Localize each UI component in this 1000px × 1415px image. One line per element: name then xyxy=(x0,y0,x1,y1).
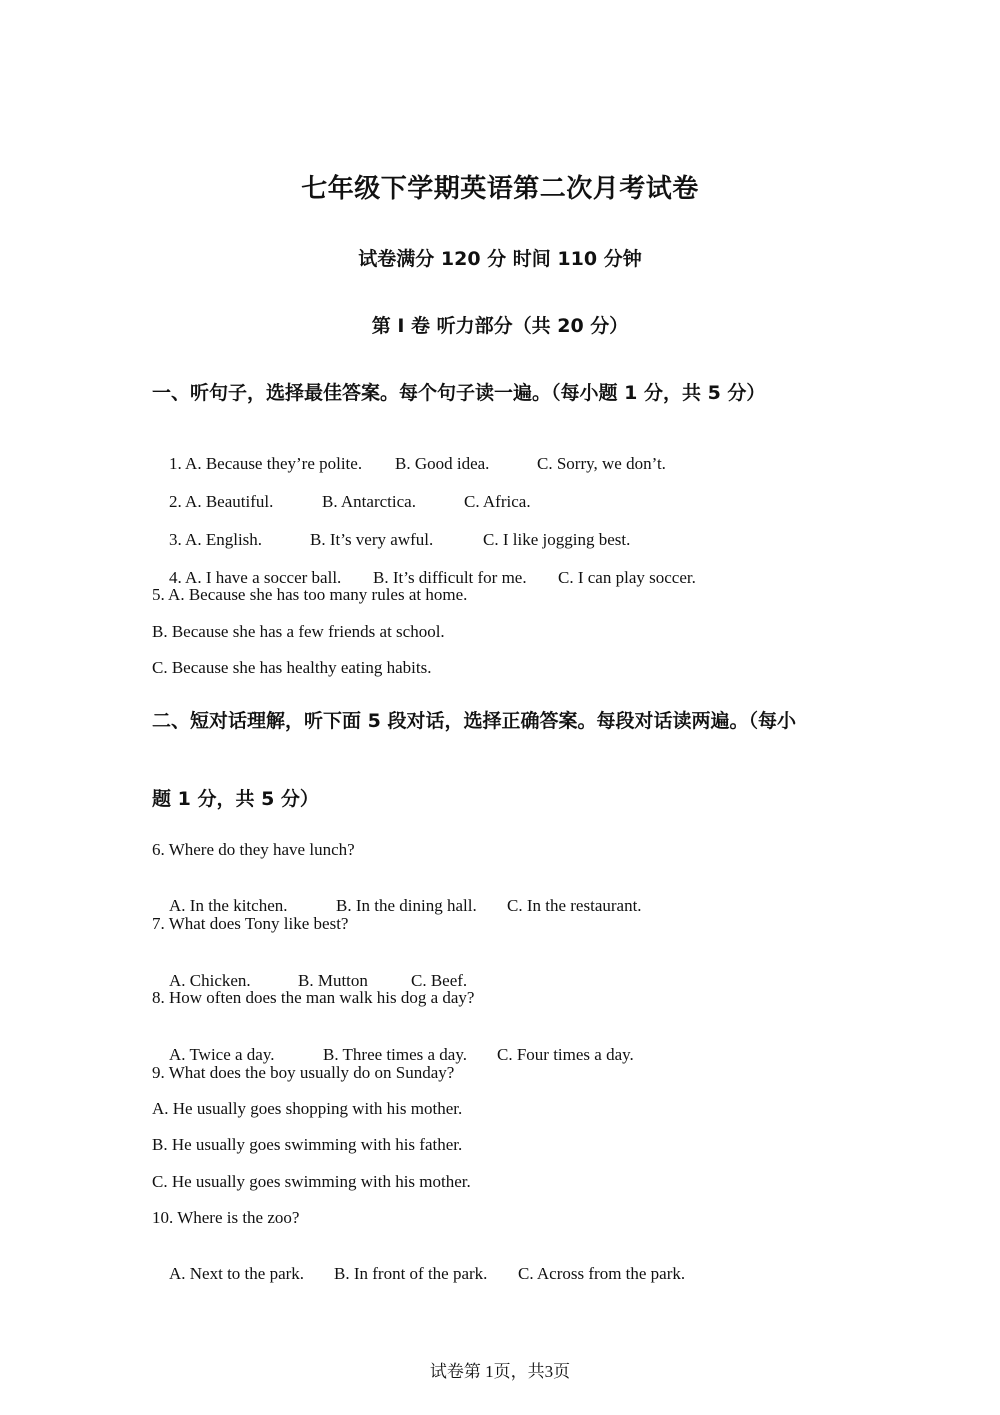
q8-option-c: C. Four times a day. xyxy=(497,1045,634,1064)
q3-option-b: B. It’s very awful. xyxy=(310,530,434,549)
q9-option-b: B. He usually goes swimming with his father. xyxy=(152,1135,463,1154)
question-8-stem: 8. How often does the man walk his dog a day? xyxy=(152,988,475,1007)
q2-option-b: B. Antarctica. xyxy=(322,492,416,511)
q5-option-a: 5. A. Because she has too many rules at home. xyxy=(152,585,468,604)
q3-option-c: C. I like jogging best. xyxy=(483,530,631,549)
q7-option-a: A. Chicken. xyxy=(169,971,251,990)
q10-option-a: A. Next to the park. xyxy=(169,1264,305,1283)
q3-option-a: 3. A. English. xyxy=(169,530,263,549)
q1-option-c: C. Sorry, we don’t. xyxy=(537,454,666,473)
q7-option-c: C. Beef. xyxy=(411,971,468,990)
q4-option-b: B. It’s difficult for me. xyxy=(373,568,527,587)
q7-option-b: B. Mutton xyxy=(298,971,368,990)
question-10-stem: 10. Where is the zoo? xyxy=(152,1208,300,1227)
q2-option-c: C. Africa. xyxy=(464,492,531,511)
page-title: 七年级下学期英语第二次月考试卷 xyxy=(301,174,699,204)
q6-option-a: A. In the kitchen. xyxy=(169,896,288,915)
q8-option-b: B. Three times a day. xyxy=(323,1045,467,1064)
q5-option-b: B. Because she has a few friends at school. xyxy=(152,622,445,641)
question-9-stem: 9. What does the boy usually do on Sunday? xyxy=(152,1063,455,1082)
q5-option-c: C. Because she has healthy eating habits. xyxy=(152,658,432,677)
q2-option-a: 2. A. Beautiful. xyxy=(169,492,274,511)
q10-option-c: C. Across from the park. xyxy=(518,1264,686,1283)
section1-heading: 一、听句子，选择最佳答案。每个句子读一遍。（每小题 1 分，共 5 分） xyxy=(152,382,766,404)
q10-option-b: B. In front of the park. xyxy=(334,1264,488,1283)
q6-option-b: B. In the dining hall. xyxy=(336,896,477,915)
question-6-stem: 6. Where do they have lunch? xyxy=(152,840,355,859)
q9-option-a: A. He usually goes shopping with his mother. xyxy=(152,1099,463,1118)
section2-heading-line1: 二、短对话理解，听下面 5 段对话，选择正确答案。每段对话读两遍。（每小 xyxy=(152,710,796,732)
q4-option-c: C. I can play soccer. xyxy=(558,568,696,587)
q8-option-a: A. Twice a day. xyxy=(169,1045,275,1064)
page-footer: 试卷第 1页，共3页 xyxy=(429,1362,571,1381)
q9-option-c: C. He usually goes swimming with his mother. xyxy=(152,1172,471,1191)
question-7-stem: 7. What does Tony like best? xyxy=(152,914,349,933)
q6-option-c: C. In the restaurant. xyxy=(507,896,642,915)
section2-heading-line2: 题 1 分，共 5 分） xyxy=(152,788,319,810)
question-10-options xyxy=(152,1244,685,1304)
q1-option-a: 1. A. Because they’re polite. xyxy=(169,454,363,473)
q1-option-b: B. Good idea. xyxy=(395,454,490,473)
q4-option-a: 4. A. I have a soccer ball. xyxy=(169,568,342,587)
exam-info: 试卷满分 120 分 时间 110 分钟 xyxy=(358,248,642,270)
part-title: 第 I 卷 听力部分（共 20 分） xyxy=(371,315,629,337)
